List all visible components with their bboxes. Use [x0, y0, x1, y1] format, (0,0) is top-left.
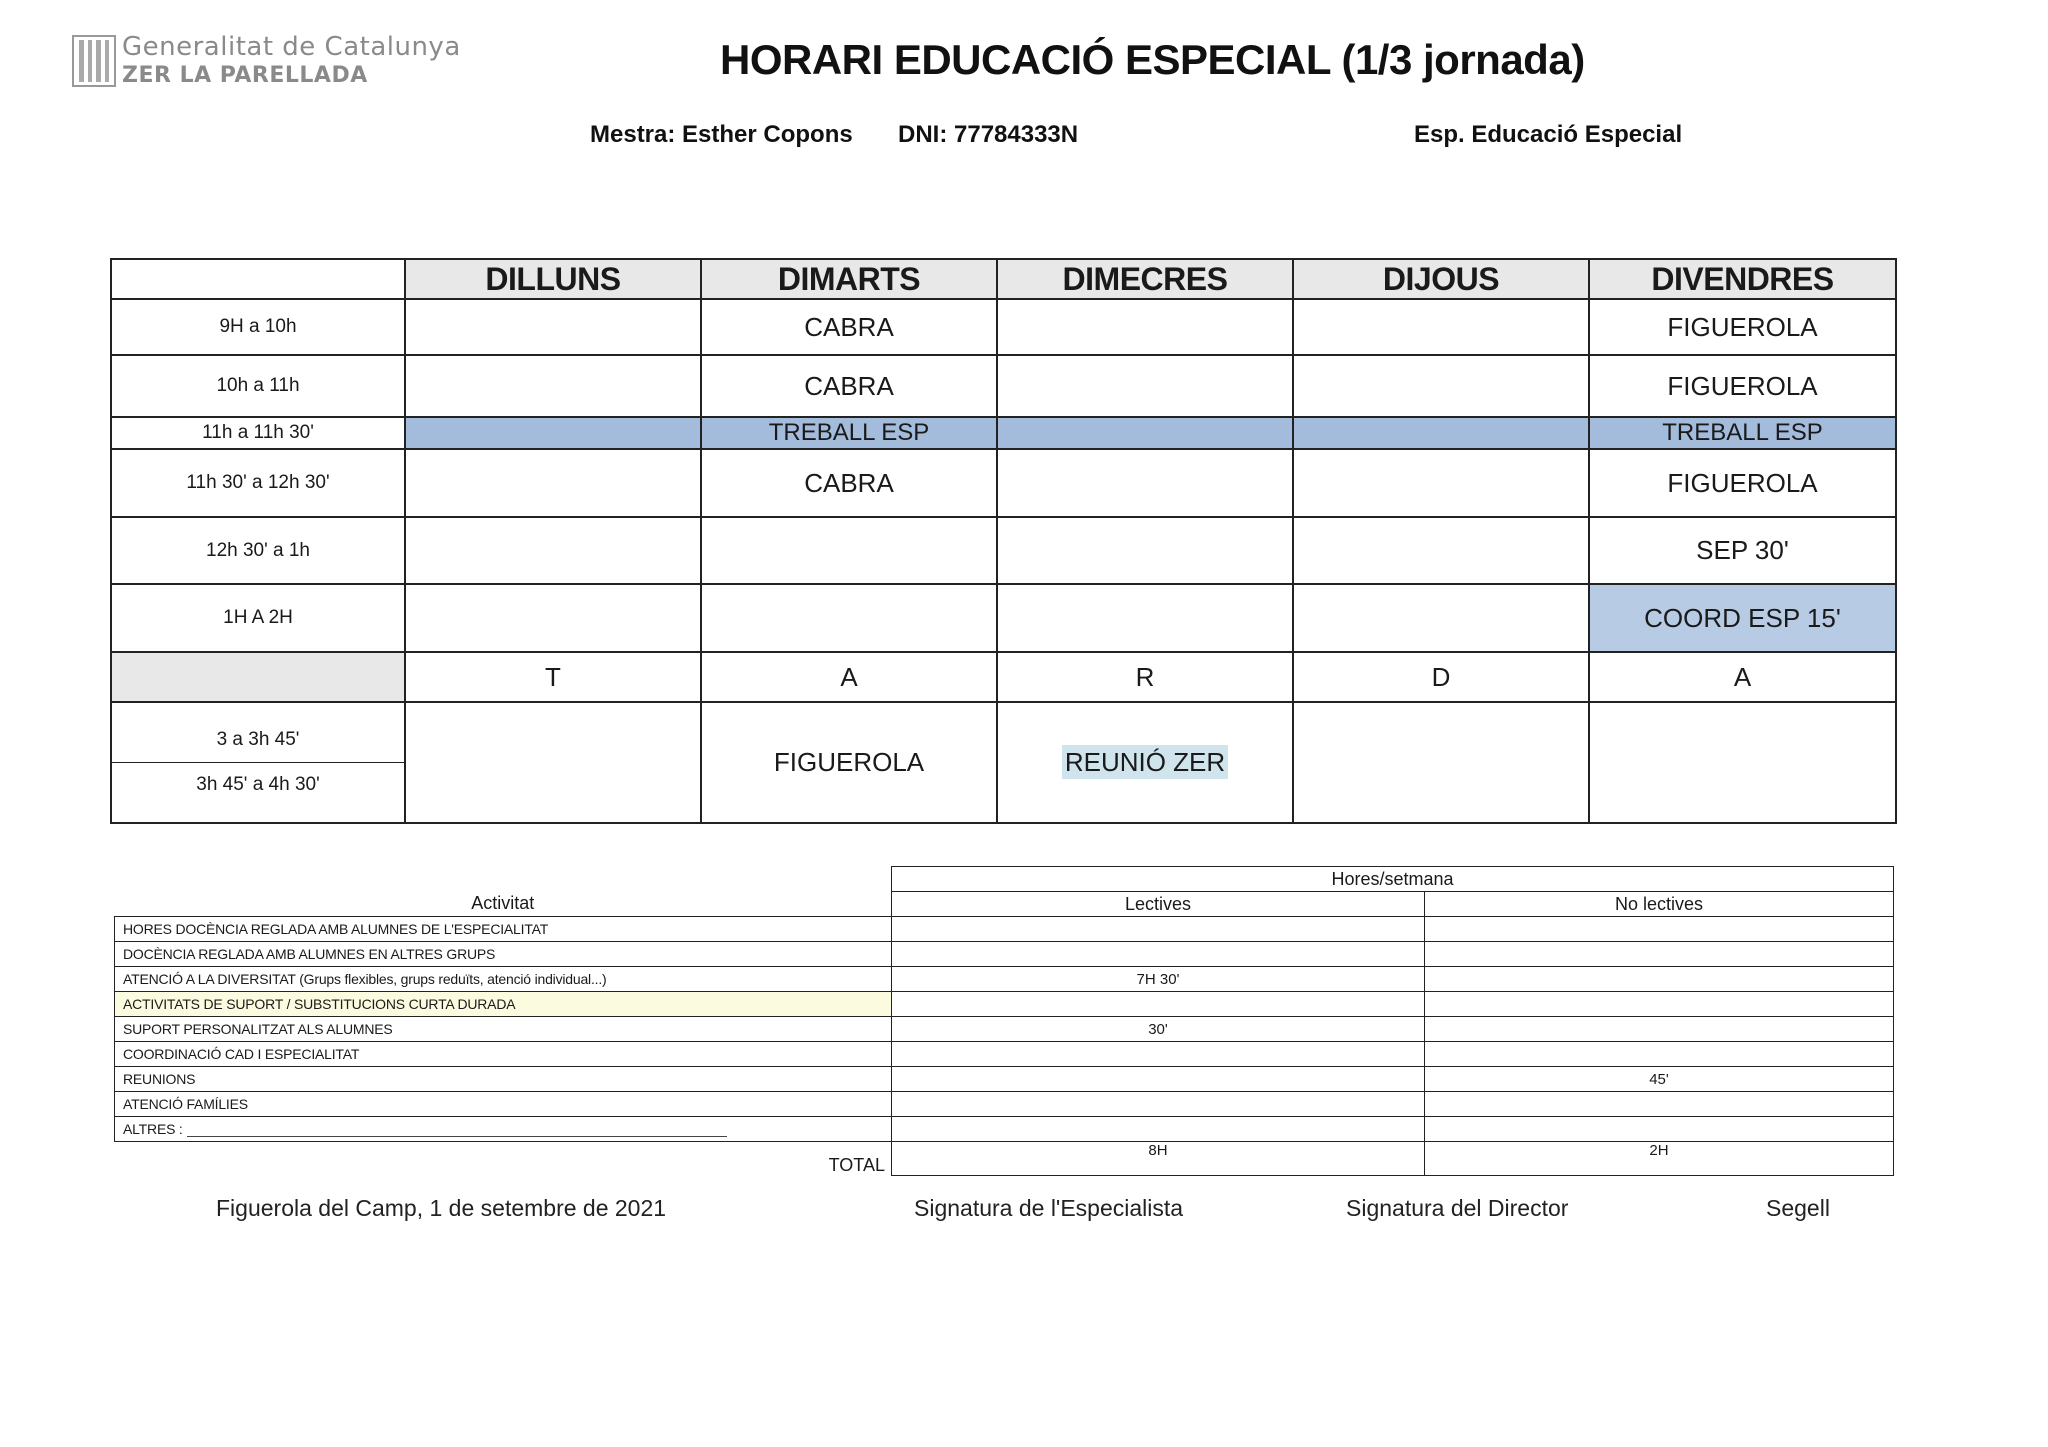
activity-altres-cell [115, 1117, 892, 1142]
altres-blank-line [187, 1124, 727, 1137]
schedule-row [111, 449, 1896, 517]
time-slot: 12h 30' a 1h [111, 517, 405, 584]
day-header: DIMARTS [701, 259, 997, 299]
nolectives-value [1425, 1092, 1894, 1117]
logo-line2: ZER LA PARELLADA [122, 63, 368, 89]
total-label: TOTAL [828, 1154, 885, 1175]
schedule-row-afternoon [111, 702, 1896, 823]
lectives-value [892, 942, 1425, 967]
nolectives-value [1425, 992, 1894, 1017]
lectives-value [892, 1067, 1425, 1092]
tarda-letter: T [405, 652, 701, 702]
activity-label: ATENCIÓ A LA DIVERSITAT (Grups flexibles, grups reduïts, atenció individual...) [115, 967, 892, 992]
schedule-cell [405, 702, 701, 823]
teacher-dni: DNI: 77784333N [898, 121, 1079, 148]
schedule-cell [997, 355, 1293, 417]
time-slot: 3 a 3h 45' [112, 703, 404, 763]
schedule-cell: FIGUEROLA [701, 702, 997, 823]
schedule-cell-highlight: REUNIÓ ZER [1062, 745, 1228, 779]
signature-director: Signatura del Director [1346, 1195, 1569, 1221]
schedule-cell [1589, 702, 1896, 823]
nolectives-header: No lectives [1425, 892, 1894, 917]
schedule-row [111, 517, 1896, 584]
schedule-row [111, 299, 1896, 355]
nolectives-value [1425, 1117, 1894, 1142]
summary-row [115, 1067, 1894, 1092]
generalitat-logo [72, 32, 461, 90]
summary-row [115, 1042, 1894, 1067]
summary-row [115, 1092, 1894, 1117]
lectives-value [892, 917, 1425, 942]
schedule-cell [1293, 584, 1589, 652]
signature-especialista: Signatura de l'Especialista [914, 1195, 1184, 1221]
summary-blank [115, 867, 892, 892]
schedule-cell [997, 417, 1293, 449]
schedule-cell [1293, 299, 1589, 355]
time-slot-empty [111, 652, 405, 702]
schedule-cell [701, 517, 997, 584]
tarda-letter: R [997, 652, 1293, 702]
schedule-cell [405, 299, 701, 355]
summary-row [115, 967, 1894, 992]
summary-table [114, 866, 1894, 1176]
time-slot: 1H A 2H [111, 584, 405, 652]
schedule-cell [405, 517, 701, 584]
corner-cell [111, 259, 405, 299]
lectives-value: 7H 30' [892, 967, 1425, 992]
time-slot: 10h a 11h [111, 355, 405, 417]
page-title: HORARI EDUCACIÓ ESPECIAL (1/3 jornada) [720, 36, 1585, 83]
summary-row [115, 1017, 1894, 1042]
schedule-cell: CABRA [701, 299, 997, 355]
activity-header: Activitat [115, 892, 892, 917]
schedule-cell [701, 584, 997, 652]
schedule-row [111, 584, 1896, 652]
schedule-cell [997, 449, 1293, 517]
nolectives-value [1425, 967, 1894, 992]
activity-label: COORDINACIÓ CAD I ESPECIALITAT [115, 1042, 892, 1067]
schedule-cell [1293, 417, 1589, 449]
schedule-cell: FIGUEROLA [1589, 449, 1896, 517]
schedule-cell [405, 417, 701, 449]
activity-label: SUPORT PERSONALITZAT ALS ALUMNES [115, 1017, 892, 1042]
schedule-cell: TREBALL ESP [1589, 417, 1896, 449]
activity-label: HORES DOCÈNCIA REGLADA AMB ALUMNES DE L'ESPECIALITAT [115, 917, 892, 942]
tarda-letter: A [701, 652, 997, 702]
logo-line1: Generalitat de Catalunya [122, 32, 461, 62]
activity-label: DOCÈNCIA REGLADA AMB ALUMNES EN ALTRES GRUPS [115, 942, 892, 967]
day-header: DIVENDRES [1589, 259, 1896, 299]
lectives-value [892, 992, 1425, 1017]
summary-total-row [115, 1142, 1894, 1176]
lectives-value [892, 1092, 1425, 1117]
activity-label: ATENCIÓ FAMÍLIES [115, 1092, 892, 1117]
schedule-cell: FIGUEROLA [1589, 355, 1896, 417]
schedule-row [111, 355, 1896, 417]
lectives-header: Lectives [892, 892, 1425, 917]
schedule-cell: FIGUEROLA [1589, 299, 1896, 355]
day-header: DILLUNS [405, 259, 701, 299]
schedule-cell: TREBALL ESP [701, 417, 997, 449]
total-lectives: 8H [892, 1142, 1425, 1176]
schedule-cell [1293, 449, 1589, 517]
afternoon-time-cell [111, 702, 405, 823]
schedule-cell [997, 584, 1293, 652]
coat-of-arms-icon [72, 35, 116, 87]
schedule-cell [405, 584, 701, 652]
schedule-cell [1293, 702, 1589, 823]
teacher-name: Mestra: Esther Copons [590, 121, 853, 148]
schedule-cell-wrap [997, 702, 1293, 823]
place-date: Figuerola del Camp, 1 de setembre de 2021 [216, 1195, 667, 1221]
summary-row [115, 917, 1894, 942]
hours-week-header: Hores/setmana [892, 867, 1894, 892]
nolectives-value [1425, 942, 1894, 967]
nolectives-value [1425, 1017, 1894, 1042]
tarda-letter: D [1293, 652, 1589, 702]
tarda-letter: A [1589, 652, 1896, 702]
activity-label: REUNIONS [115, 1067, 892, 1092]
nolectives-value [1425, 1042, 1894, 1067]
schedule-cell [997, 299, 1293, 355]
activity-label: ALTRES : [123, 1121, 183, 1137]
time-slot: 11h 30' a 12h 30' [111, 449, 405, 517]
schedule-cell [405, 449, 701, 517]
summary-header-row1 [115, 867, 1894, 892]
teacher-speciality: Esp. Educació Especial [1414, 121, 1683, 148]
schedule-cell: CABRA [701, 449, 997, 517]
summary-row [115, 942, 1894, 967]
days-header-row [111, 259, 1896, 299]
tarda-row [111, 652, 1896, 702]
nolectives-value [1425, 917, 1894, 942]
schedule-cell-coord: COORD ESP 15' [1589, 584, 1896, 652]
schedule-cell [405, 355, 701, 417]
schedule-cell: SEP 30' [1589, 517, 1896, 584]
schedule-cell: CABRA [701, 355, 997, 417]
nolectives-value: 45' [1425, 1067, 1894, 1092]
lectives-value: 30' [892, 1017, 1425, 1042]
schedule-row-break [111, 417, 1896, 449]
day-header: DIJOUS [1293, 259, 1589, 299]
activity-label: ACTIVITATS DE SUPORT / SUBSTITUCIONS CURTA DURADA [115, 992, 892, 1017]
time-slot: 11h a 11h 30' [111, 417, 405, 449]
time-slot: 9H a 10h [111, 299, 405, 355]
day-header: DIMECRES [997, 259, 1293, 299]
stamp-label: Segell [1766, 1195, 1830, 1221]
summary-row [115, 1117, 1894, 1142]
schedule-table [110, 258, 1897, 824]
summary-row [115, 992, 1894, 1017]
summary-header-row2 [115, 892, 1894, 917]
time-slot: 3h 45' a 4h 30' [196, 774, 320, 795]
lectives-value [892, 1042, 1425, 1067]
schedule-cell [1293, 517, 1589, 584]
schedule-cell [997, 517, 1293, 584]
schedule-cell [1293, 355, 1589, 417]
total-nolectives: 2H [1425, 1142, 1894, 1176]
lectives-value [892, 1117, 1425, 1142]
